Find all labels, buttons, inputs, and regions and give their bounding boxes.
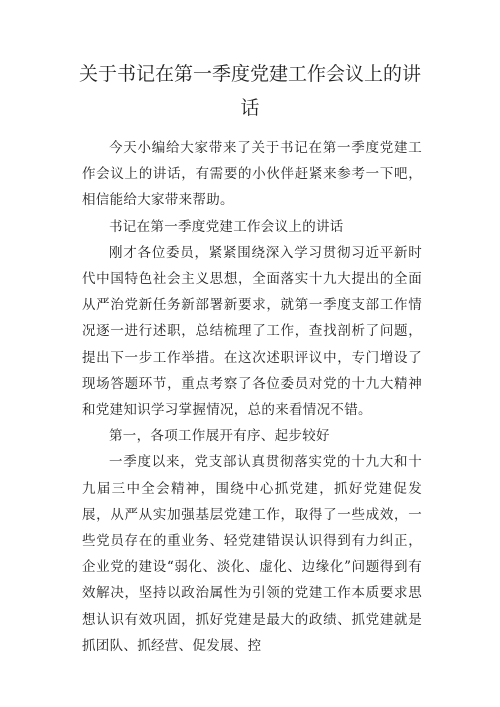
document-body: [82, 135, 422, 659]
section-heading: 第一，各项工作展开有序、起步较好: [109, 428, 330, 445]
document-title-line-2: 话: [240, 97, 260, 119]
document-title-line-1: 关于书记在第一季度党建工作会议上的讲: [78, 63, 421, 85]
body-paragraph: 一季度以来，党支部认真贯彻落实党的十九大和十九届三中全会精神，围绕中心抓党建，抓好党建促发展，从严从实加强基层党建工作，取得了一些成效，一些党员存在的重业务、轻党建错误认识得到有力纠正，企业党的建设“弱化、淡化、虚化、边缘化”问题得到有效解决，坚持以政治属性为引领的党建工作本质要求思想认识有效巩固，抓好党建是最大的政绩、抓党建就是抓团队、抓经营、促发展、控: [82, 454, 422, 654]
body-paragraph: 刚才各位委员，紧紧围绕深入学习贯彻习近平新时代中国特色社会主义思想，全面落实十九大提出的全面从严治党新任务新部署新要求，就第一季度支部工作情况逐一进行述职，总结梳理了工作，查找剖析了问题，提出下一步工作举措。在这次述职评议中，专门增设了现场答题环节，重点考察了各位委员对党的十九大精神和党建知识学习掌握情况，总的来看情况不错。: [82, 244, 422, 419]
intro-paragraph: 今天小编给大家带来了关于书记在第一季度党建工作会议上的讲话，有需要的小伙伴赶紧来参考一下吧，相信能给大家带来帮助。: [82, 140, 422, 209]
speech-heading: 书记在第一季度党建工作会议上的讲话: [109, 218, 344, 235]
